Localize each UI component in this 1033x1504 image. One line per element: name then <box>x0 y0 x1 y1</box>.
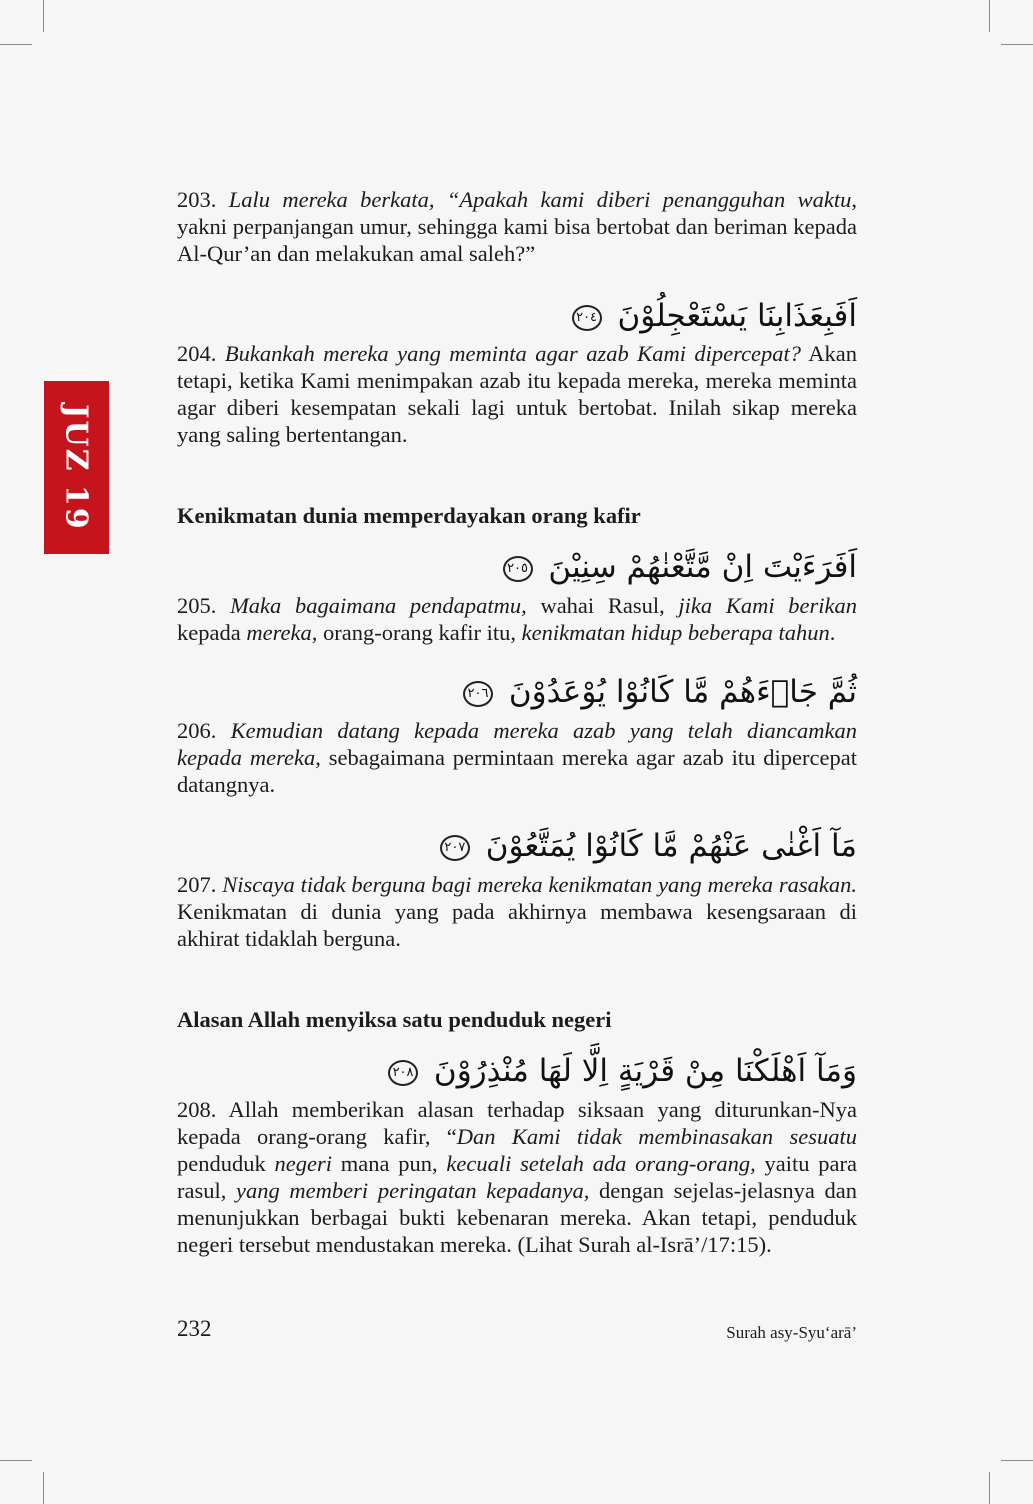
commentary: . <box>829 620 836 645</box>
verse-number: 204. <box>177 341 217 366</box>
quran-quote: Bukankah mereka yang meminta agar azab Kami dipercepat? <box>224 341 802 366</box>
arabic-text: اَفَبِعَذَابِنَا يَسْتَعْجِلُوْنَ <box>617 298 857 334</box>
commentary: Akan tetapi, ketika Kami menimpakan azab itu kepada mereka, mereka meminta agar diberi kesempatan sekali lagi untuk bertobat. Inilah sikap mereka yang saling bertentangan. <box>177 341 858 447</box>
quran-quote: Lalu mereka berkata, “Apakah kami diberi penangguhan waktu <box>228 187 852 212</box>
verse-end-marker: ٢٠٤ <box>572 305 602 331</box>
commentary: wahai Rasul, <box>526 593 679 618</box>
commentary: Allah memberikan alasan terhadap siksaan yang diturunkan-Nya kepada orang-orang kafir, “ <box>177 1097 857 1149</box>
verse-end-marker: ٢٠٥ <box>503 556 533 582</box>
page-number: 232 <box>177 1316 212 1341</box>
section-heading: Alasan Allah menyiksa satu penduduk negeri <box>177 1007 612 1032</box>
quran-quote: negeri <box>274 1151 332 1176</box>
quran-quote: Kemudian datang kepada mereka azab yang telah diancamkan kepada mereka, <box>177 718 857 770</box>
crop-mark <box>989 0 990 32</box>
commentary: sebagaimana permintaan mereka agar azab itu dipercepat datangnya. <box>177 745 857 797</box>
arabic-verse-206 <box>177 670 857 714</box>
arabic-text: مَآ اَغْنٰى عَنْهُمْ مَّا كَانُوْا يُمَتَّعُوْنَ <box>485 828 857 864</box>
arabic-verse-205 <box>177 545 857 589</box>
quran-quote: yang memberi peringatan kepadanya, <box>236 1178 590 1203</box>
crop-mark <box>43 1472 44 1504</box>
quran-quote: jika Kami berikan <box>678 593 857 618</box>
section-heading: Kenikmatan dunia memperdayakan orang kafir <box>177 503 641 528</box>
juz-tab-label: JUZ 19 <box>59 404 95 531</box>
quran-quote: Niscaya tidak berguna bagi mereka kenikmatan yang mereka rasakan. <box>222 872 858 897</box>
arabic-text: ثُمَّ جَاۤءَهُمْ مَّا كَانُوْا يُوْعَدُوْنَ <box>508 674 857 710</box>
quran-quote: Dan Kami tidak membinasakan sesuatu <box>456 1124 857 1149</box>
commentary: dengan sejelas-jelasnya dan menunjukkan berbagai bukti kebenaran mereka. Akan tetapi, penduduk negeri tersebut mendustakan mereka. (Lihat Surah al-Isrā’/17:15). <box>177 1178 857 1257</box>
arabic-text: اَفَرَءَيْتَ اِنْ مَّتَّعْنٰهُمْ سِنِيْنَ <box>548 549 857 585</box>
crop-mark <box>0 44 32 45</box>
verse-number: 203. <box>177 187 217 212</box>
arabic-text: وَمَآ اَهْلَكْنَا مِنْ قَرْيَةٍ اِلَّا لَهَا مُنْذِرُوْنَ <box>433 1053 857 1089</box>
verse-206-translation <box>177 717 857 798</box>
commentary: orang-orang kafir itu, <box>317 620 522 645</box>
verse-end-marker: ٢٠٧ <box>440 835 470 861</box>
verse-207-translation <box>177 871 857 952</box>
verse-number: 206. <box>177 718 217 743</box>
commentary: mana pun, <box>331 1151 447 1176</box>
verse-number: 208. <box>177 1097 217 1122</box>
commentary: , yakni perpanjangan umur, sehingga kami bisa bertobat dan beriman kepada Al-Qur’an dan melakukan amal saleh?” <box>177 187 857 266</box>
arabic-verse-207 <box>177 824 857 868</box>
quran-quote: mereka, <box>246 620 318 645</box>
commentary: penduduk <box>177 1151 275 1176</box>
arabic-verse-208 <box>177 1049 857 1093</box>
verse-208-translation <box>177 1096 857 1258</box>
quran-quote: kecuali setelah ada orang-orang, <box>446 1151 756 1176</box>
commentary: yaitu para rasul, <box>177 1151 857 1203</box>
crop-mark <box>1001 1460 1033 1461</box>
verse-end-marker: ٢٠٦ <box>463 681 493 707</box>
crop-mark <box>43 0 44 32</box>
running-title: Surah asy-Syu‘arā’ <box>726 1323 857 1342</box>
page-content <box>177 186 857 1258</box>
quran-quote: kenikmatan hidup beberapa tahun <box>521 620 830 645</box>
crop-mark <box>989 1472 990 1504</box>
crop-mark <box>0 1460 32 1461</box>
verse-end-marker: ٢٠٨ <box>388 1060 418 1086</box>
verse-204-translation <box>177 340 857 448</box>
quran-quote: Maka bagaimana pendapatmu, <box>230 593 527 618</box>
verse-203-translation <box>177 186 857 267</box>
arabic-verse-204 <box>177 294 857 338</box>
commentary: Kenikmatan di dunia yang pada akhirnya membawa kesengsaraan di akhirat tidaklah berguna. <box>177 899 857 951</box>
verse-205-translation <box>177 592 857 646</box>
verse-number: 207. <box>177 872 217 897</box>
commentary: kepada <box>177 620 247 645</box>
juz-tab <box>44 381 109 554</box>
verse-number: 205. <box>177 593 217 618</box>
crop-mark <box>1001 44 1033 45</box>
